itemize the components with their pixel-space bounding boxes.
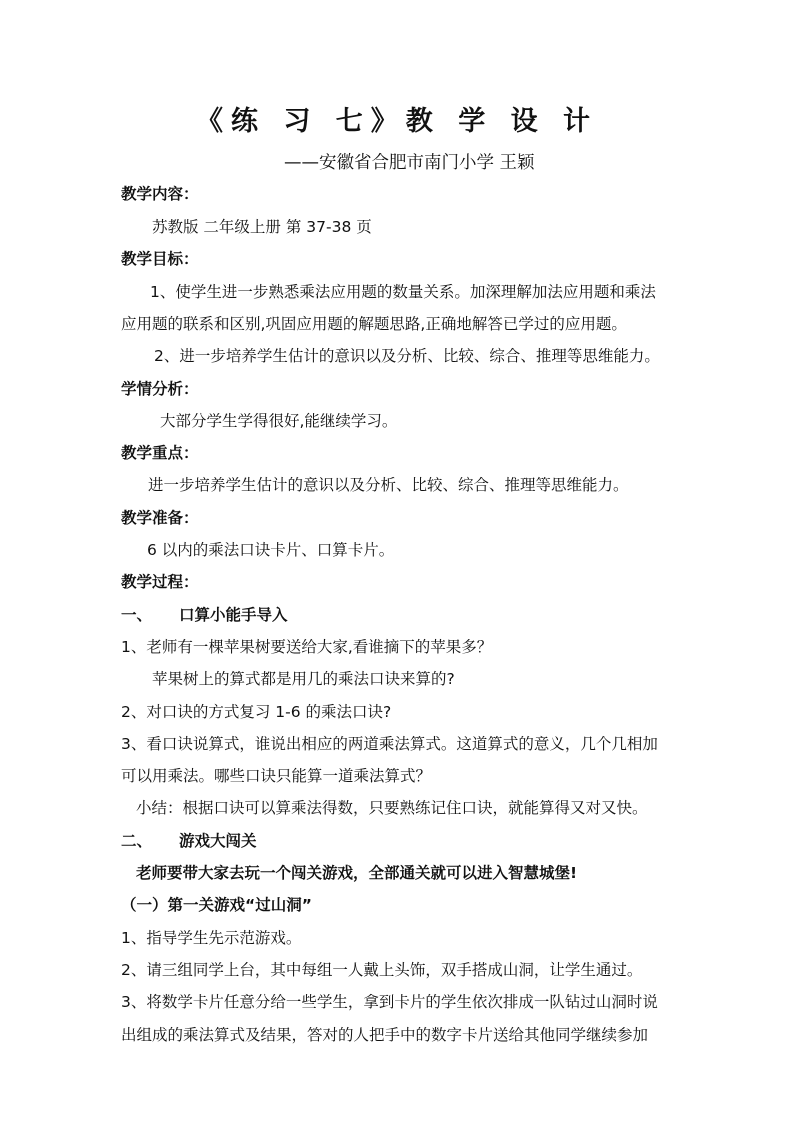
goal-1-line-1: 1、使学生进一步熟悉乘法应用题的数量关系。加深理解加法应用题和乘法 — [150, 283, 656, 301]
part-1-heading: 一、 口算小能手导入 — [121, 606, 288, 624]
analysis-text: 大部分学生学得很好,能继续学习。 — [160, 412, 398, 430]
section-heading-analysis: 学情分析： — [121, 380, 199, 398]
section-heading-process: 教学过程： — [121, 573, 199, 591]
section-heading-keypoint: 教学重点： — [121, 444, 199, 462]
part-1-item-2: 2、对口诀的方式复习 1-6 的乘法口诀? — [121, 703, 392, 721]
part-2-heading: 二、 游戏大闯关 — [121, 832, 257, 850]
goal-1-line-2: 应用题的联系和区别,巩固应用题的解题思路,正确地解答已学过的应用题。 — [121, 315, 627, 333]
document-title: 《练 习 七》教 学 设 计 — [196, 106, 598, 137]
section-heading-preparation: 教学准备： — [121, 509, 199, 527]
preparation-text: 6 以内的乘法口诀卡片、口算卡片。 — [147, 541, 395, 559]
part-1-item-1-note: 苹果树上的算式都是用几的乘法口诀来算的? — [152, 670, 455, 688]
part-1-item-3-line-2: 可以用乘法。哪些口诀只能算一道乘法算式？ — [121, 767, 432, 785]
part-1-item-1: 1、老师有一棵苹果树要送给大家,看谁摘下的苹果多？ — [121, 638, 493, 656]
section-heading-goals: 教学目标： — [121, 250, 199, 268]
game-1-step-1: 1、指导学生先示范游戏。 — [121, 929, 302, 947]
game-1-step-3-line-2: 出组成的乘法算式及结果，答对的人把手中的数字卡片送给其他同学继续参加 — [121, 1026, 649, 1044]
game-1-heading: （一）第一关游戏“过山洞” — [121, 896, 312, 914]
textbook-info: 苏教版 二年级上册 第 37-38 页 — [152, 218, 372, 236]
section-heading-content: 教学内容： — [121, 185, 199, 203]
part-1-summary: 小结：根据口诀可以算乘法得数，只要熟练记住口诀，就能算得又对又快。 — [136, 799, 648, 817]
game-1-step-2: 2、请三组同学上台，其中每组一人戴上头饰，双手搭成山洞，让学生通过。 — [121, 961, 643, 979]
keypoint-text: 进一步培养学生估计的意识以及分析、比较、综合、推理等思维能力。 — [148, 476, 629, 494]
part-2-intro: 老师要带大家去玩一个闯关游戏，全部通关就可以进入智慧城堡! — [136, 864, 578, 882]
goal-2: 2、进一步培养学生估计的意识以及分析、比较、综合、推理等思维能力。 — [154, 347, 660, 365]
game-1-step-3-line-1: 3、将数学卡片任意分给一些学生，拿到卡片的学生依次排成一队钻过山洞时说 — [121, 993, 658, 1011]
document-subtitle: ——安徽省合肥市南门小学 王颖 — [284, 153, 535, 173]
part-1-item-3-line-1: 3、看口诀说算式，谁说出相应的两道乘法算式。这道算式的意义，几个几相加 — [121, 735, 658, 753]
